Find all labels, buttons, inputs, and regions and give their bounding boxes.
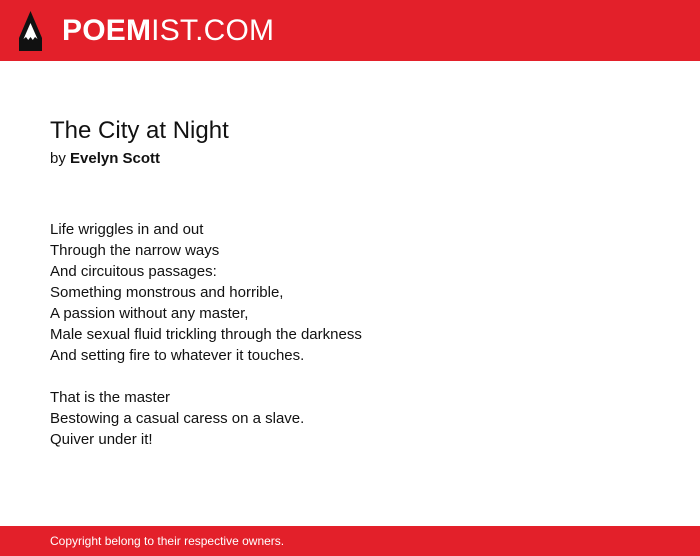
poem-line: That is the master: [50, 389, 171, 406]
poem-content: [50, 116, 650, 450]
poem-line: Through the narrow ways: [50, 242, 220, 259]
site-header: [0, 0, 700, 61]
brand-name-bold: POEM: [62, 13, 152, 47]
copyright-text: Copyright belong to their respective owners.: [50, 534, 285, 548]
brand-name-light: IST.COM: [151, 13, 275, 47]
byline: [50, 149, 650, 169]
poem-line: Quiver under it!: [50, 431, 153, 448]
poem-line: Bestowing a casual caress on a slave.: [50, 410, 305, 427]
poem-line: Male sexual fluid trickling through the darkness: [50, 326, 362, 343]
poem-line: And circuitous passages:: [50, 263, 217, 280]
pencil-tip-icon[interactable]: [18, 10, 43, 52]
poem-line: Something monstrous and horrible,: [50, 284, 284, 301]
poem-line: A passion without any master,: [50, 305, 249, 322]
site-footer: [0, 526, 700, 556]
poem-title: The City at Night: [50, 117, 229, 144]
author-name: Evelyn Scott: [70, 150, 161, 167]
byline-prefix: by: [50, 150, 66, 167]
site-logo[interactable]: [62, 13, 275, 47]
poem-line: And setting fire to whatever it touches.: [50, 347, 305, 364]
stanza: [50, 387, 650, 450]
poem-line: Life wriggles in and out: [50, 221, 204, 238]
stanza: [50, 219, 650, 366]
